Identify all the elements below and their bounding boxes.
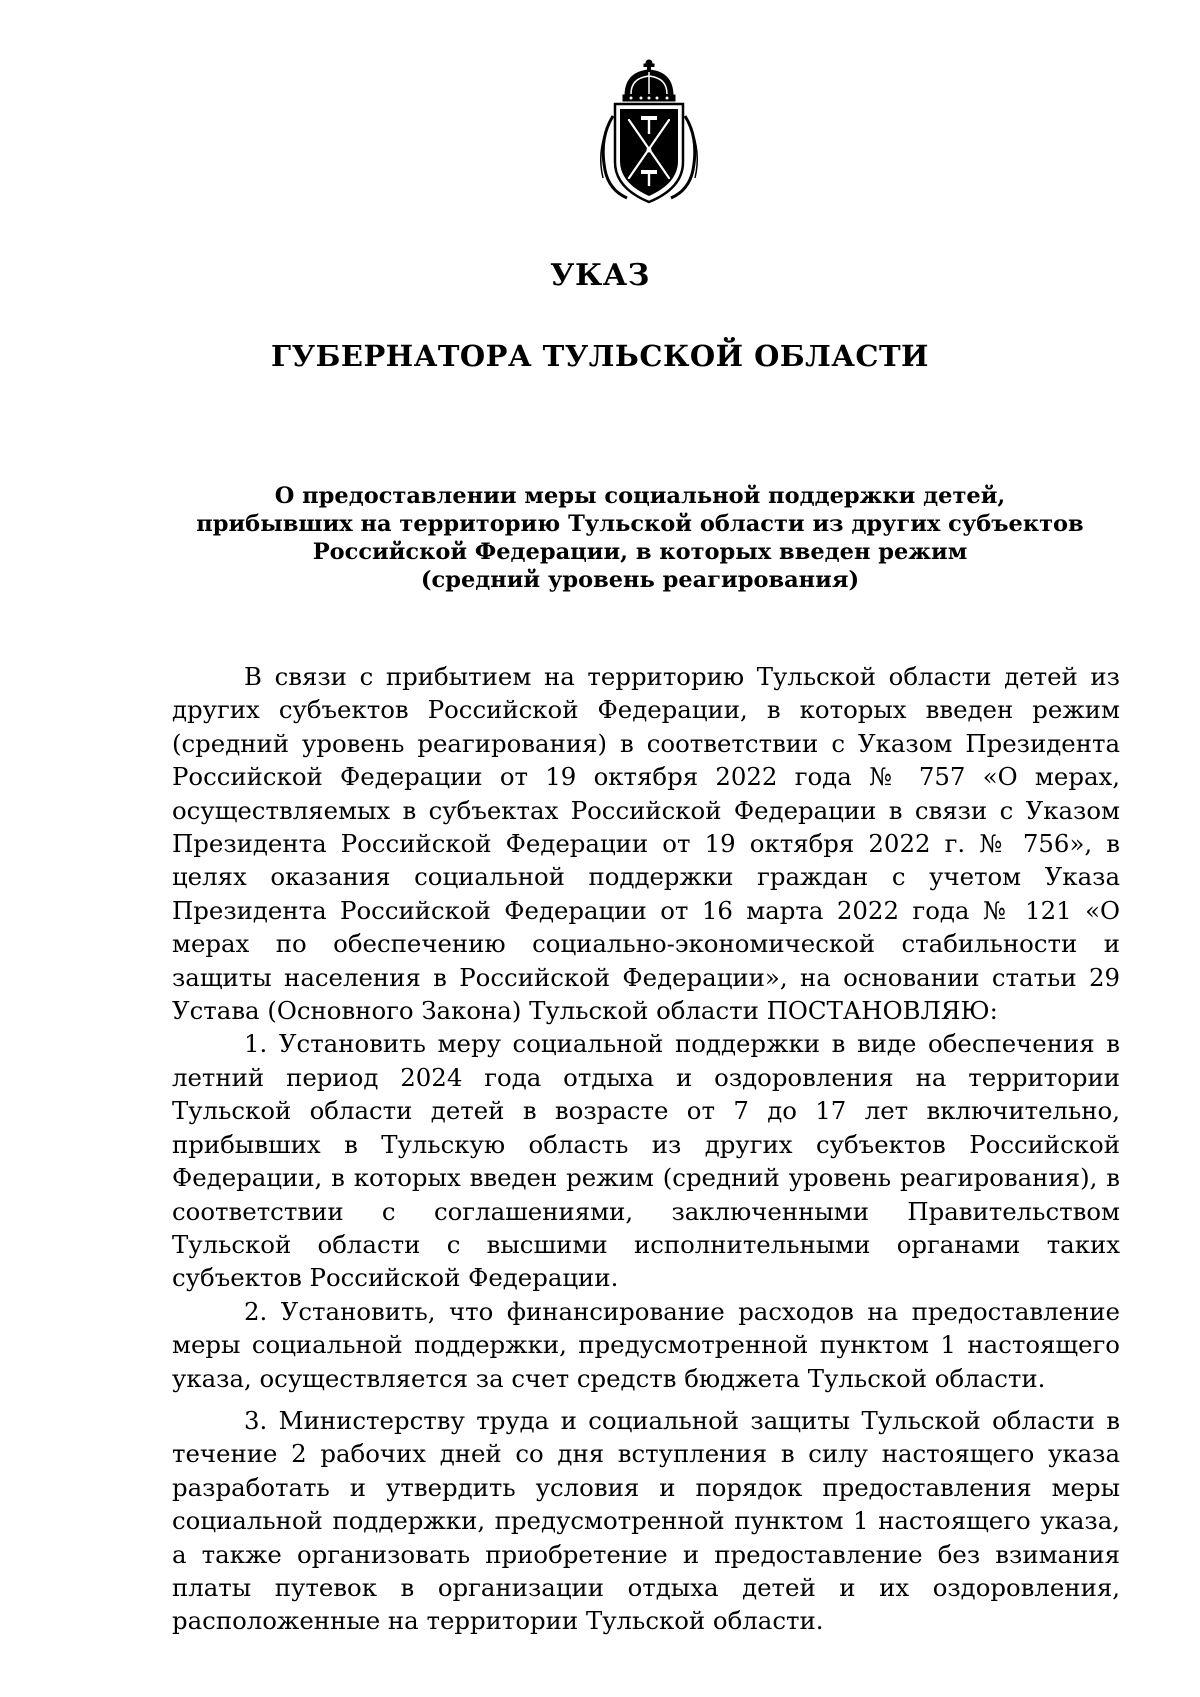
issuer-heading: ГУБЕРНАТОРА ТУЛЬСКОЙ ОБЛАСТИ <box>271 339 929 373</box>
item-paragraph-3: 3. Министерству труда и социальной защиты Тульской области в течение 2 рабочих дней со дня вступления в силу настоящего указа разработать и утвердить условия и порядок предоставления меры социальной поддержки, предусмотренной пунктом 1 настоящего указа, а также организовать приобретение и предоставление без взимания платы путевок в организации отдыха детей и их оздоровления, расположенные на территории Тульской области. <box>172 1405 1120 1636</box>
tula-region-coat-of-arms-icon <box>591 58 707 208</box>
document-subject <box>160 482 1120 594</box>
preamble-paragraph: В связи с прибытием на территорию Тульской области детей из других субъектов Российской Федерации, в которых введен режим (средний уровень реагирования) в соответствии с Указом Президента Российской Федерации от 19 октября 2022 года № 757 «О мерах, осуществляемых в субъектах Российской Федерации в связи с Указом Президента Российской Федерации от 19 октября 2022 г. № 756», в целях оказания социальной поддержки граждан с учетом Указа Президента Российской Федерации от 16 марта 2022 года № 121 «О мерах по обеспечению социально-экономической стабильности и защиты населения в Российской Федерации», на основании статьи 29 Устава (Основного Закона) Тульской области ПОСТАНОВЛЯЮ: <box>172 662 1120 1026</box>
item-paragraph-2: 2. Установить, что финансирование расходов на предоставление меры социальной поддержки, предусмотренной пунктом 1 настоящего указа, осуществляется за счет средств бюджета Тульской области. <box>172 1296 1120 1393</box>
subject-line: О предоставлении меры социальной поддержки детей, <box>274 483 1006 509</box>
document-body <box>172 660 1120 1638</box>
subject-line: прибывших на территорию Тульской области из других субъектов <box>196 511 1084 537</box>
document-type-heading: УКАЗ <box>550 258 650 293</box>
item-paragraph-1: 1. Установить меру социальной поддержки в виде обеспечения в летний период 2024 года отдыха и оздоровления на территории Тульской области детей в возрасте от 7 до 17 лет включительно, прибывших в Тульскую область из других субъектов Российской Федерации, в которых введен режим (средний уровень реагирования), в соответствии с соглашениями, заключенными Правительством Тульской области с высшими исполнительными органами таких субъектов Российской Федерации. <box>172 1029 1120 1293</box>
subject-line: Российской Федерации, в которых введен режим <box>312 539 968 565</box>
subject-line: (средний уровень реагирования) <box>420 567 860 593</box>
